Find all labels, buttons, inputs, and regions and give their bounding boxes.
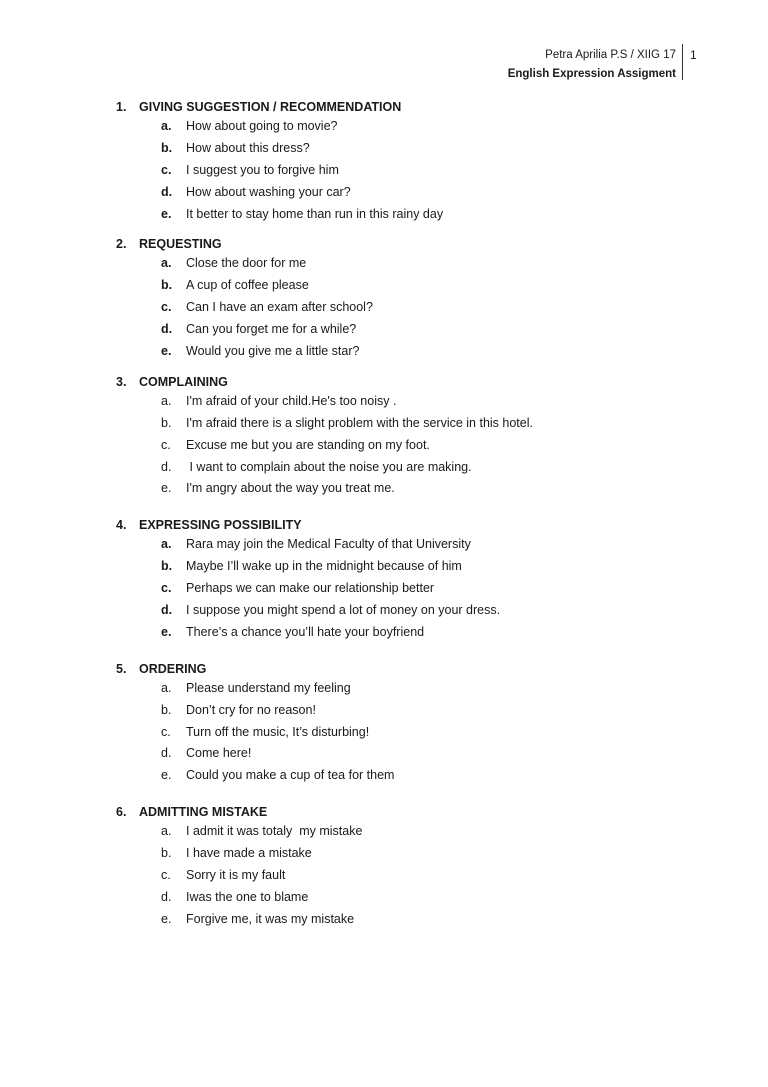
item-letter: c. [161,581,172,596]
item-text: It better to stay home than run in this rainy day [186,206,444,221]
list-item [161,765,716,787]
item-letter: c. [161,724,171,739]
item-text: Don’t cry for no reason! [186,702,316,717]
item-letter: b. [161,415,172,430]
list-item [161,821,716,843]
item-text: Perhaps we can make our relationship better [186,581,435,596]
list-item [161,909,716,931]
expression-list [116,391,716,500]
item-letter: e. [161,768,172,783]
header-divider [682,44,683,80]
list-item [161,116,716,138]
item-letter: d. [161,889,172,904]
list-item [161,138,716,160]
item-text: Sorry it is my fault [186,868,286,883]
item-text: Would you give me a little star? [186,344,360,359]
item-text: How about this dress? [186,140,310,155]
list-item [161,678,716,700]
list-item [161,556,716,578]
item-letter: e. [161,481,172,496]
section-giving-suggestion [116,98,716,225]
item-letter: c. [161,162,172,177]
expression-list [116,534,716,643]
list-item [161,865,716,887]
item-text: I suggest you to forgive him [186,162,339,177]
item-text: I'm angry about the way you treat me. [186,481,395,496]
section-title: REQUESTING [139,237,222,252]
item-letter: b. [161,278,173,293]
item-letter: b. [161,702,172,717]
item-letter: a. [161,537,172,552]
item-text: Could you make a cup of tea for them [186,768,395,783]
section-number: 4. [116,518,127,533]
item-letter: b. [161,140,173,155]
item-letter: b. [161,559,173,574]
item-text: Maybe I’ll wake up in the midnight because of him [186,559,462,574]
expression-list [116,116,716,225]
item-text: Excuse me but you are standing on my foot. [186,437,430,452]
section-admitting-mistake [116,803,716,930]
section-complaining [116,373,716,500]
item-text: How about washing your car? [186,184,351,199]
list-item [161,843,716,865]
item-letter: c. [161,300,172,315]
list-item [161,534,716,556]
list-item [161,160,716,182]
list-item [161,457,716,479]
list-item [161,275,716,297]
item-letter: d. [161,322,173,337]
section-number: 6. [116,805,127,820]
item-text: Rara may join the Medical Faculty of that University [186,537,471,552]
item-text: Can you forget me for a while? [186,322,357,337]
item-letter: c. [161,868,171,883]
list-item [161,253,716,275]
page-number: 1 [690,48,697,62]
item-letter: e. [161,911,172,926]
page-header [508,46,676,84]
item-text: Can I have an exam after school? [186,300,373,315]
item-letter: b. [161,846,172,861]
list-item [161,887,716,909]
item-text: I suppose you might spend a lot of money on your dress. [186,603,501,618]
section-title: ORDERING [139,661,207,676]
item-text: Come here! [186,746,252,761]
item-text: Close the door for me [186,256,307,271]
section-title: ADMITTING MISTAKE [139,805,268,820]
section-heading [116,98,716,116]
item-letter: a. [161,256,172,271]
assignment-title: English Expression Assigment [507,68,676,80]
item-text: Turn off the music, It’s disturbing! [186,724,370,739]
list-item [161,622,716,644]
item-letter: d. [161,459,172,474]
item-text: Forgive me, it was my mistake [186,911,355,926]
item-text: How about going to movie? [186,119,338,133]
section-heading [116,373,716,391]
item-text: I admit it was totaly my mistake [186,824,363,839]
item-letter: d. [161,184,173,199]
list-item [161,391,716,413]
section-ordering [116,660,716,787]
list-item [161,297,716,319]
section-expressing-possibility [116,516,716,643]
expression-list [116,253,716,362]
section-number: 5. [116,661,127,676]
list-item [161,600,716,622]
item-text: Please understand my feeling [186,680,351,695]
list-item [161,478,716,500]
item-letter: e. [161,344,172,359]
section-number: 1. [116,100,127,114]
item-letter: d. [161,603,173,618]
item-letter: a. [161,824,172,839]
section-number: 2. [116,237,127,252]
item-letter: e. [161,624,172,639]
list-item [161,341,716,363]
section-heading [116,660,716,678]
item-letter: a. [161,680,172,695]
item-letter: d. [161,746,172,761]
section-title: GIVING SUGGESTION / RECOMMENDATION [139,100,402,114]
section-requesting [116,235,716,362]
item-letter: c. [161,437,171,452]
list-item [161,435,716,457]
section-heading [116,516,716,534]
item-text: There’s a chance you’ll hate your boyfriend [186,624,425,639]
section-number: 3. [116,374,127,389]
expression-list [116,678,716,787]
list-item [161,743,716,765]
list-item [161,413,716,435]
section-title: EXPRESSING POSSIBILITY [139,518,302,533]
item-text: I'm afraid of your child.He's too noisy . [186,393,397,408]
item-text: I have made a mistake [186,846,312,861]
item-text: I want to complain about the noise you are making. [186,459,472,474]
item-letter: a. [161,119,172,133]
section-heading [116,803,716,821]
list-item [161,182,716,204]
item-text: A cup of coffee please [186,278,309,293]
list-item [161,319,716,341]
section-title: COMPLAINING [139,374,228,389]
item-text: Iwas the one to blame [186,889,309,904]
item-letter: a. [161,393,172,408]
section-heading [116,235,716,253]
list-item [161,722,716,744]
item-text: I'm afraid there is a slight problem with the service in this hotel. [186,415,533,430]
list-item [161,578,716,600]
item-letter: e. [161,206,172,221]
author-line: Petra Aprilia P.S / XIIG 17 [545,49,676,61]
list-item [161,700,716,722]
expression-list [116,821,716,930]
document-body [116,98,716,941]
list-item [161,204,716,226]
